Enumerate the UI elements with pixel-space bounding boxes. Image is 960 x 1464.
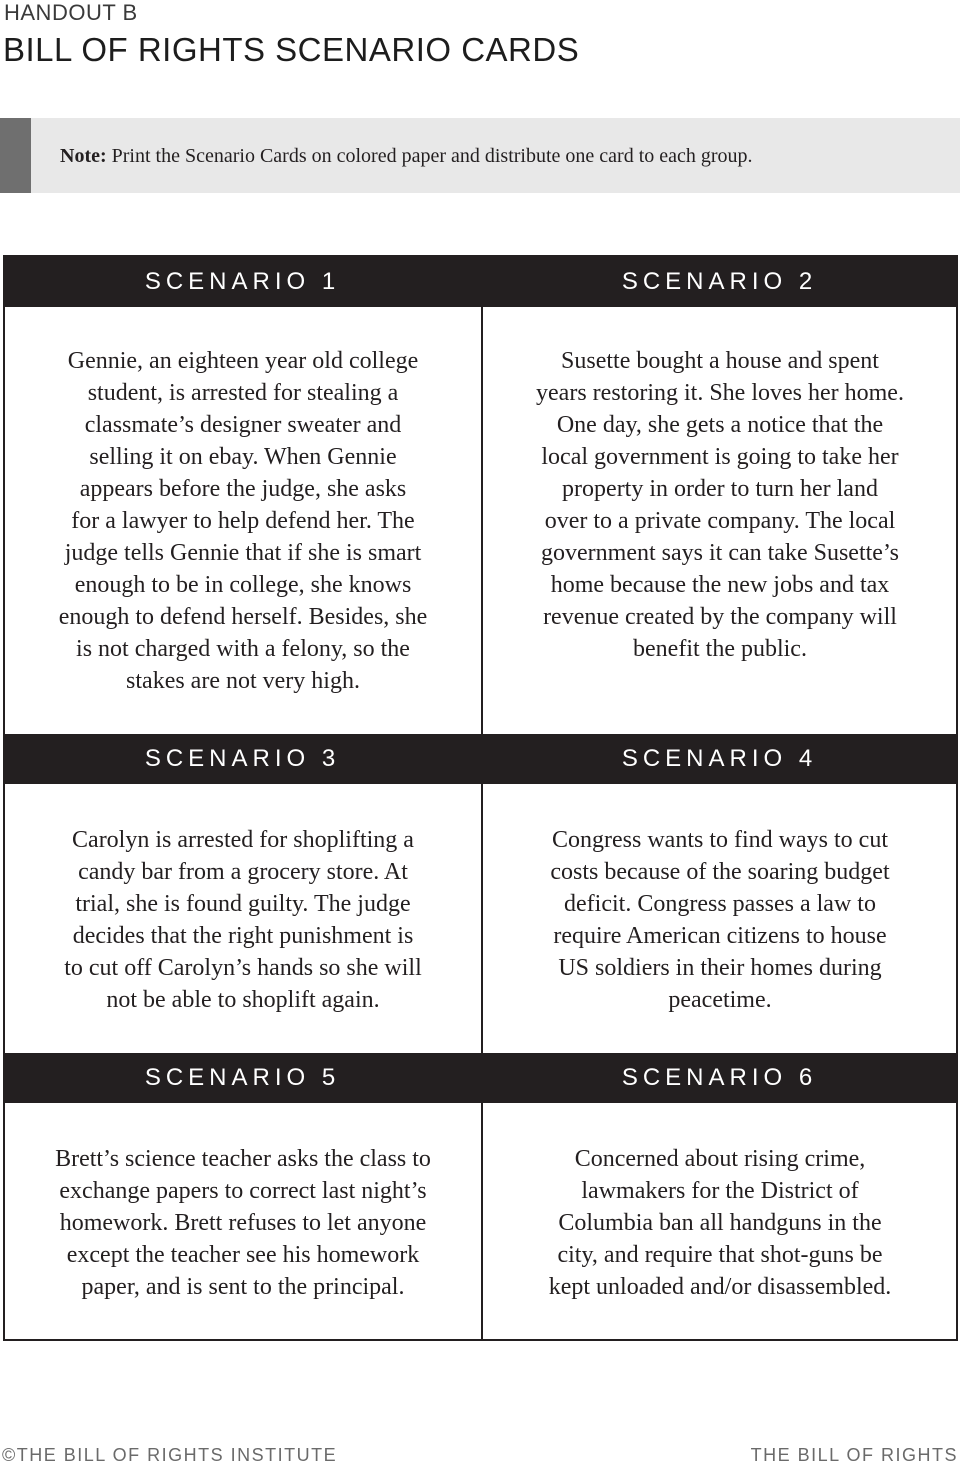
scenario-text-line: property in order to turn her land <box>562 476 878 502</box>
handout-label: HANDOUT B <box>4 0 138 25</box>
note-body: Print the Scenario Cards on colored paper and distribute one card to each group. <box>106 145 753 167</box>
scenario-text-line: Gennie, an eighteen year old college <box>67 348 419 374</box>
scenario-text-line: Carolyn is arrested for shoplifting a <box>72 827 414 853</box>
scenario-5-title: SCENARIO 5 <box>144 1064 341 1091</box>
scenario-6-card <box>482 1143 958 1303</box>
scenario-text-line: for a lawyer to help defend her. The <box>71 508 415 534</box>
scenario-text-line: paper, and is sent to the principal. <box>81 1274 405 1300</box>
scenario-text-line: Congress wants to find ways to cut <box>552 827 888 853</box>
scenario-text-line: decides that the right punishment is <box>72 923 414 949</box>
scenario-text-line: Susette bought a house and spent <box>561 348 879 374</box>
scenario-3-title: SCENARIO 3 <box>144 745 341 772</box>
scenario-text-line: except the teacher see his homework <box>66 1242 420 1268</box>
scenario-text-line: home because the new jobs and tax <box>550 572 890 598</box>
scenario-text-line: enough to defend herself. Besides, she <box>58 604 428 630</box>
scenario-text-line: student, is arrested for stealing a <box>87 380 399 406</box>
scenario-text-line: stakes are not very high. <box>126 668 360 694</box>
scenario-text-line: candy bar from a grocery store. At <box>78 859 408 885</box>
note-accent-bar <box>0 118 31 193</box>
scenario-text-line: government says it can take Susette’s <box>541 540 899 566</box>
scenario-text-line: exchange papers to correct last night’s <box>59 1178 427 1204</box>
note-label: Note: <box>60 145 107 167</box>
scenario-2-title: SCENARIO 2 <box>621 268 818 295</box>
scenario-4-card <box>482 824 958 1016</box>
scenario-5-card <box>5 1143 481 1303</box>
scenario-text-line: appears before the judge, she asks <box>79 476 407 502</box>
scenario-text-line: not be able to shoplift again. <box>106 987 380 1013</box>
scenario-text-line: US soldiers in their homes during <box>558 955 882 981</box>
scenario-2-card <box>482 345 958 665</box>
scenario-header-band-row-3 <box>5 1053 956 1103</box>
scenario-text-line: to cut off Carolyn’s hands so she will <box>64 955 422 981</box>
scenario-text-line: peacetime. <box>668 987 772 1013</box>
scenario-text-line: classmate’s designer sweater and <box>84 412 402 438</box>
scenario-header-band-row-1 <box>5 257 956 307</box>
scenario-text-line: homework. Brett refuses to let anyone <box>59 1210 427 1236</box>
scenario-text-line: require American citizens to house <box>553 923 887 949</box>
scenario-text-line: Concerned about rising crime, <box>574 1146 866 1172</box>
scenario-4-title: SCENARIO 4 <box>621 745 818 772</box>
scenario-text-line: enough to be in college, she knows <box>74 572 412 598</box>
scenario-text-line: Brett’s science teacher asks the class to <box>55 1146 431 1172</box>
scenario-text-line: revenue created by the company will <box>543 604 897 630</box>
footer-copyright: ©THE BILL OF RIGHTS INSTITUTE <box>2 1445 338 1464</box>
scenario-grid <box>3 255 958 1341</box>
scenario-1-card <box>5 345 481 697</box>
scenario-text-line: judge tells Gennie that if she is smart <box>64 540 422 566</box>
scenario-header-band-row-2 <box>5 734 956 784</box>
scenario-text-line: deficit. Congress passes a law to <box>564 891 876 917</box>
page-title: BILL OF RIGHTS SCENARIO CARDS <box>3 31 580 68</box>
note-box <box>0 118 960 193</box>
note-text <box>60 144 753 168</box>
scenario-text-line: local government is going to take her <box>541 444 899 470</box>
scenario-text-line: city, and require that shot-guns be <box>557 1242 883 1268</box>
scenario-text-line: selling it on ebay. When Gennie <box>89 444 397 470</box>
scenario-text-line: Columbia ban all handguns in the <box>558 1210 882 1236</box>
scenario-6-title: SCENARIO 6 <box>621 1064 818 1091</box>
scenario-text-line: costs because of the soaring budget <box>550 859 890 885</box>
scenario-text-line: lawmakers for the District of <box>581 1178 859 1204</box>
scenario-text-line: trial, she is found guilty. The judge <box>75 891 411 917</box>
scenario-text-line: kept unloaded and/or disassembled. <box>548 1274 892 1300</box>
scenario-text-line: is not charged with a felony, so the <box>76 636 410 662</box>
scenario-text-line: One day, she gets a notice that the <box>556 412 884 438</box>
scenario-3-card <box>5 824 481 1016</box>
footer-series-title: THE BILL OF RIGHTS <box>750 1445 958 1464</box>
scenario-text-line: years restoring it. She loves her home. <box>536 380 904 406</box>
scenario-1-title: SCENARIO 1 <box>144 268 341 295</box>
scenario-text-line: benefit the public. <box>633 636 807 662</box>
scenario-text-line: over to a private company. The local <box>544 508 896 534</box>
